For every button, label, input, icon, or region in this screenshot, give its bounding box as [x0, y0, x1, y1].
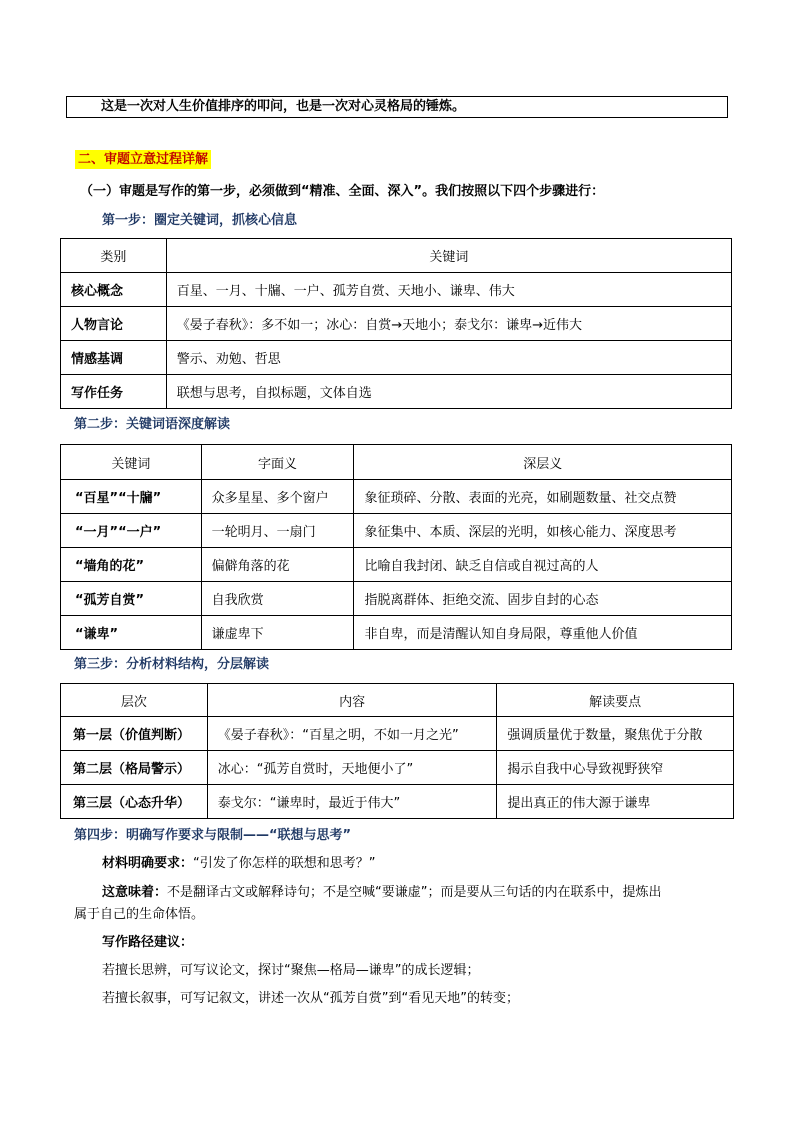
- table-cell: 偏僻角落的花: [201, 548, 354, 582]
- step3-table: [60, 683, 734, 819]
- table-cell: “一月”“一户”: [61, 514, 202, 548]
- table-cell: 指脱离群体、拒绝交流、固步自封的心态: [354, 582, 732, 616]
- path-item: 若擅长思辨，可写议论文，探讨“聚焦—格局—谦卑”的成长逻辑；: [102, 963, 480, 978]
- table-cell: 警示、劝勉、哲思: [166, 341, 731, 375]
- table-cell: 《晏子春秋》：“百星之明，不如一月之光”: [207, 717, 497, 751]
- table-row: [61, 375, 732, 409]
- table-header-cell: 解读要点: [497, 684, 734, 717]
- step2-table: [60, 444, 732, 650]
- table-cell: 自我欣赏: [201, 582, 354, 616]
- table-row: [61, 514, 732, 548]
- table-cell: 《晏子春秋》：多不如一；冰心：自赏→天地小；泰戈尔：谦卑→近伟大: [166, 307, 731, 341]
- step1-table: [60, 238, 732, 409]
- table-cell: 提出真正的伟大源于谦卑: [497, 785, 734, 819]
- meaning-text-continued: 属于自己的生命体悟。: [74, 907, 205, 922]
- table-header-cell: 字面义: [201, 445, 354, 480]
- table-cell: 联想与思考，自拟标题，文体自选: [166, 375, 731, 409]
- table-cell: 百星、一月、十牖、一户、孤芳自赏、天地小、谦卑、伟大: [166, 273, 731, 307]
- table-row: [61, 307, 732, 341]
- table-header-cell: 深层义: [354, 445, 732, 480]
- table-cell: 情感基调: [61, 341, 167, 375]
- table-cell: “百星”“十牖”: [61, 480, 202, 514]
- table-row: [61, 548, 732, 582]
- step3-title: 第三步：分析材料结构，分层解读: [74, 657, 270, 672]
- table-cell: 核心概念: [61, 273, 167, 307]
- table-cell: 第一层（价值判断）: [61, 717, 208, 751]
- table-header-cell: 类别: [61, 239, 167, 273]
- table-cell: 冰心：“孤芳自赏时，天地便小了”: [207, 751, 497, 785]
- table-header-row: [61, 684, 734, 717]
- table-cell: 一轮明月、一扇门: [201, 514, 354, 548]
- table-header-row: [61, 445, 732, 480]
- step1-title: 第一步：圈定关键词，抓核心信息: [102, 213, 298, 228]
- table-cell: 象征集中、本质、深层的光明，如核心能力、深度思考: [354, 514, 732, 548]
- table-cell: 写作任务: [61, 375, 167, 409]
- table-header-cell: 关键词: [61, 445, 202, 480]
- requirement-line: [102, 855, 376, 873]
- table-header-cell: 关键词: [166, 239, 731, 273]
- table-cell: 比喻自我封闭、缺乏自信或自视过高的人: [354, 548, 732, 582]
- table-row: [61, 341, 732, 375]
- table-cell: 非自卑，而是清醒认知自身局限，尊重他人价值: [354, 616, 732, 650]
- section-title: 二、审题立意过程详解: [75, 150, 211, 169]
- table-row: [61, 582, 732, 616]
- table-cell: 第三层（心态升华）: [61, 785, 208, 819]
- table-cell: 谦虚卑下: [201, 616, 354, 650]
- table-row: [61, 616, 732, 650]
- path-item: 若擅长叙事，可写记叙文，讲述一次从“孤芳自赏”到“看见天地”的转变；: [102, 991, 519, 1006]
- requirement-label: 材料明确要求：: [102, 856, 194, 871]
- table-row: [61, 785, 734, 819]
- top-quote-box: 这是一次对人生价值排序的叩问，也是一次对心灵格局的锤炼。: [66, 96, 728, 118]
- step4-title: 第四步：明确写作要求与限制——“联想与思考”: [74, 828, 352, 843]
- meaning-line: [102, 884, 734, 902]
- step2-title: 第二步：关键词语深度解读: [74, 417, 231, 432]
- table-row: [61, 717, 734, 751]
- table-cell: 泰戈尔：“谦卑时，最近于伟大”: [207, 785, 497, 819]
- table-cell: “孤芳自赏”: [61, 582, 202, 616]
- table-row: [61, 273, 732, 307]
- path-label: 写作路径建议：: [102, 935, 194, 950]
- table-header-cell: 内容: [207, 684, 497, 717]
- table-cell: 象征琐碎、分散、表面的光亮，如刷题数量、社交点赞: [354, 480, 732, 514]
- intro-text: （一）审题是写作的第一步，必须做到“精准、全面、深入”。我们按照以下四个步骤进行：: [80, 184, 605, 199]
- table-row: [61, 751, 734, 785]
- meaning-label: 这意味着：: [102, 885, 168, 900]
- table-row: [61, 480, 732, 514]
- table-cell: 众多星星、多个窗户: [201, 480, 354, 514]
- table-header-row: [61, 239, 732, 273]
- table-cell: 揭示自我中心导致视野狭窄: [497, 751, 734, 785]
- table-cell: 人物言论: [61, 307, 167, 341]
- requirement-text: “引发了你怎样的联想和思考？”: [193, 856, 376, 871]
- table-header-cell: 层次: [61, 684, 208, 717]
- table-cell: “墙角的花”: [61, 548, 202, 582]
- table-cell: 第二层（格局警示）: [61, 751, 208, 785]
- table-cell: “谦卑”: [61, 616, 202, 650]
- table-cell: 强调质量优于数量，聚焦优于分散: [497, 717, 734, 751]
- meaning-text: 不是翻译古文或解释诗句；不是空喊“要谦虚”；而是要从三句话的内在联系中，提炼出: [167, 885, 662, 900]
